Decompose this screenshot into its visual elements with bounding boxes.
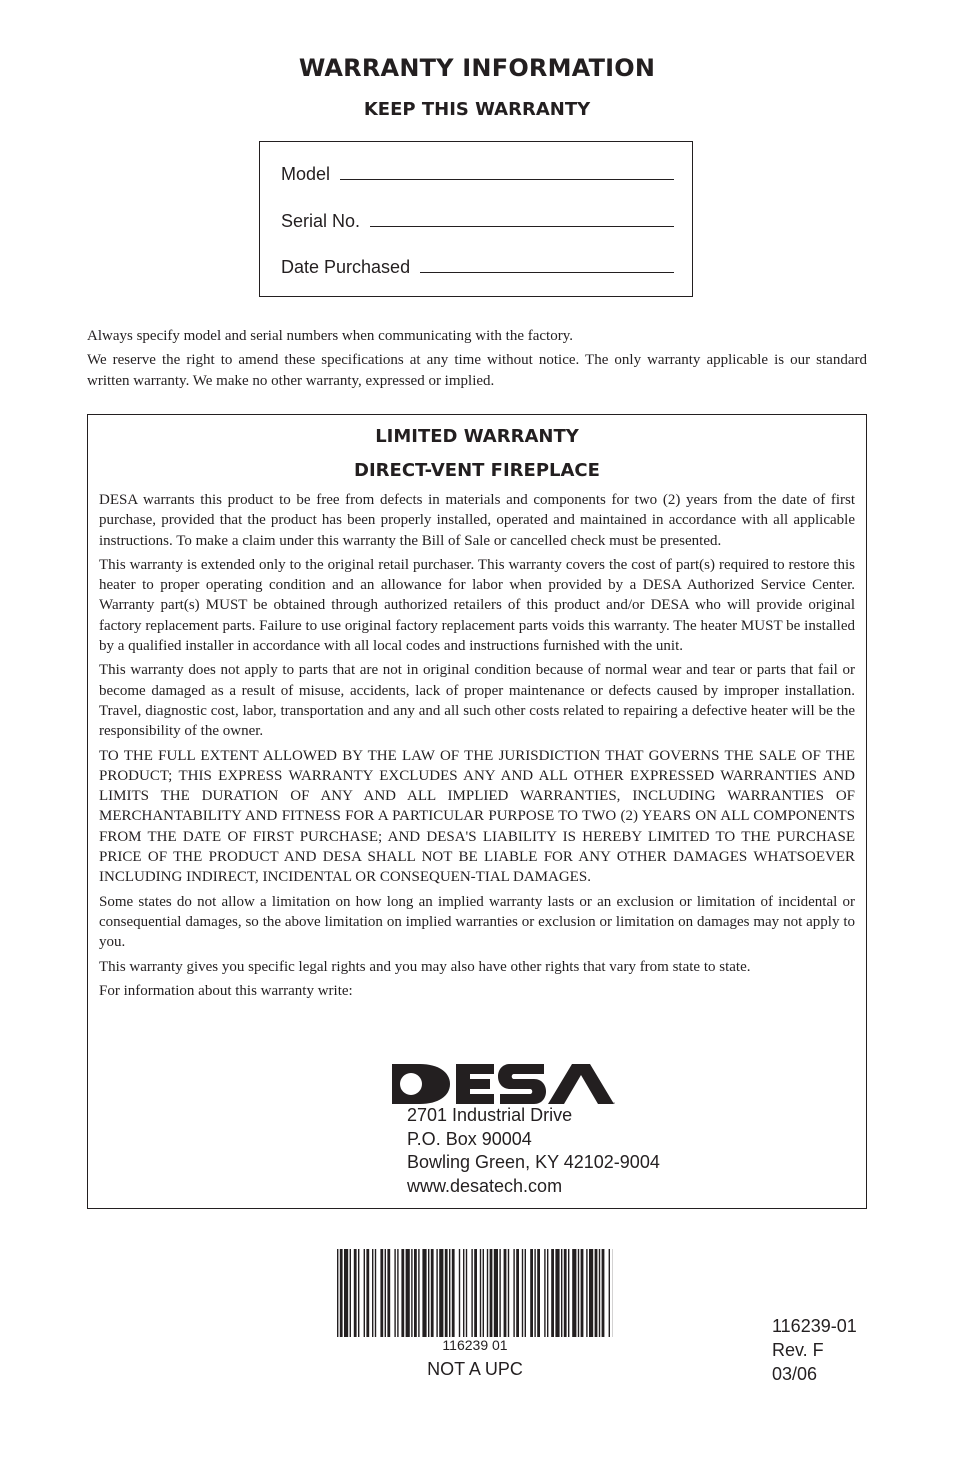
barcode-number: 116239 01 [442, 1337, 508, 1353]
document-info [772, 1314, 857, 1386]
barcode-bar [494, 1249, 498, 1337]
warranty-paragraph: TO THE FULL EXTENT ALLOWED BY THE LAW OF THE JURISDICTION THAT GOVERNS THE SALE OF THE PRODUCT; THIS EXPRESS WARRANTY EXCLUDES ANY AND ALL OTHER EXPRESSED WARRANTIES AND LIMITS THE DURATION OF ANY AND ALL IMPLIED WARRANTIES, INCLUDING WARRANTIES OF MERCHANTABILITY AND FITNESS FOR A PARTICULAR PURPOSE TO TWO (2) YEARS ON ALL COMPONENTS FROM THE DATE OF FIRST PURCHASE; AND DESA'S LIABILITY IS HEREBY LIMITED TO THE PURCHASE PRICE OF THE PRODUCT AND DESA SHALL NOT BE LIABLE FOR ANY OTHER DAMAGES WHATSOEVER INCLUDING INDIRECT, INCIDENTAL OR CONSEQUEN-TIAL DAMAGES. [99, 747, 855, 886]
barcode-bar [564, 1249, 567, 1337]
barcode-bar [480, 1249, 481, 1337]
barcode-bar [609, 1249, 610, 1337]
barcode-bar [471, 1249, 472, 1337]
barcode-bar [490, 1249, 493, 1337]
barcode-bar [401, 1249, 404, 1337]
desa-address [407, 1104, 660, 1198]
barcode-bar [595, 1249, 598, 1337]
barcode-bar [568, 1249, 569, 1337]
barcode-bar [555, 1249, 559, 1337]
barcode-bar [483, 1249, 484, 1337]
page-title: WARRANTY INFORMATION [298, 54, 656, 82]
date-row [281, 257, 674, 278]
barcode-bar [487, 1249, 488, 1337]
barcode-bar [513, 1249, 514, 1337]
barcode-bar [449, 1249, 450, 1337]
revision-date: 03/06 [772, 1364, 818, 1384]
barcode-bar [499, 1249, 500, 1337]
serial-row [281, 211, 674, 232]
address-street: 2701 Industrial Drive [407, 1105, 573, 1125]
barcode-bar [344, 1249, 348, 1337]
barcode-bar [394, 1249, 395, 1337]
barcode-bar [602, 1249, 605, 1337]
barcode-bar [354, 1249, 357, 1337]
barcode-bar [366, 1249, 369, 1337]
limited-warranty-box [87, 414, 867, 1209]
barcode-bar [474, 1249, 477, 1337]
not-a-upc-label: NOT A UPC [427, 1359, 523, 1379]
serial-blank-line [370, 225, 674, 227]
serial-label: Serial No. [281, 211, 361, 231]
page-subtitle: KEEP THIS WARRANTY [363, 99, 591, 120]
address-website: www.desatech.com [407, 1175, 563, 1196]
barcode-bar [445, 1249, 448, 1337]
warranty-paragraph: This warranty is extended only to the original retail purchaser. This warranty covers the cost of part(s) required to restore this heater to proper operating condition and an allowance for labor when provided by a DESA Authorized Service Center. Warranty part(s) MUST be obtained through authorized retailers of this product and/or DESA who will provide original factory replacement parts. Failure to use original factory replacement parts voids this warranty. The heater MUST be installed by a qualified installer in accordance with all local codes and instructions furnished with the unit. [99, 556, 855, 655]
barcode-bar [547, 1249, 548, 1337]
barcode-bar [385, 1249, 386, 1337]
warranty-product: DIRECT-VENT FIREPLACE [354, 460, 600, 481]
model-blank-line [340, 178, 674, 180]
barcode-bar [581, 1249, 584, 1337]
part-number: 116239-01 [772, 1316, 857, 1336]
barcode-bar [537, 1249, 540, 1337]
barcode-bar [534, 1249, 535, 1337]
barcode-bar [414, 1249, 417, 1337]
barcode-bar [411, 1249, 412, 1337]
barcode-bar [599, 1249, 600, 1337]
barcode-bar [387, 1249, 390, 1337]
warranty-paragraph: This warranty gives you specific legal rights and you may also have other rights that vary from state to state. [99, 958, 751, 975]
barcode-bar [375, 1249, 376, 1337]
warranty-paragraph: Some states do not allow a limitation on how long an implied warranty lasts or an exclusion or limitation of incidental or consequential damages, so the above limitation on implied warranties or exclusion or limitation on damages may not apply to you. [99, 893, 855, 951]
address-po-box: P.O. Box 90004 [407, 1128, 532, 1149]
model-row [281, 164, 674, 185]
barcode-bar [544, 1249, 545, 1337]
barcode-bar [508, 1249, 509, 1337]
barcode-bar [463, 1249, 464, 1337]
trademark-symbol: ™ [611, 1102, 616, 1108]
barcode-bar [406, 1249, 410, 1337]
model-label: Model [281, 164, 331, 184]
barcode-bar [397, 1249, 398, 1337]
barcode-bar [561, 1249, 562, 1337]
barcode-bar [551, 1249, 554, 1337]
barcode-bar [431, 1249, 434, 1337]
barcode-bar [358, 1249, 359, 1337]
barcode-bar [459, 1249, 460, 1337]
warranty-body [99, 490, 855, 1005]
barcode-bar [504, 1249, 507, 1337]
amend-note: We reserve the right to amend these specifications at any time without notice. The only warranty applicable is our standard written warranty. We make no other warranty, expressed or implied. [87, 352, 867, 389]
barcode-bar [466, 1249, 467, 1337]
specify-note: Always specify model and serial numbers when communicating with the factory. [87, 328, 573, 344]
barcode-bar [439, 1249, 443, 1337]
barcode-bar [436, 1249, 437, 1337]
barcode-bar [380, 1249, 383, 1337]
barcode-bar [452, 1249, 455, 1337]
barcode-bar [372, 1249, 373, 1337]
barcode-bar [340, 1249, 343, 1337]
barcode-bar [586, 1249, 587, 1337]
barcode-bar [516, 1249, 519, 1337]
date-purchased-label: Date Purchased [281, 257, 411, 277]
warranty-paragraph: DESA warrants this product to be free from defects in materials and components for two (2) years from the date of first purchase, provided that the product has been properly installed, operated and maintained in accordance with all applicable instructions. To make a claim under this warranty the Bill of Sale or cancelled check must be presented. [99, 492, 855, 549]
barcode-bar [589, 1249, 593, 1337]
desa-logo [390, 1060, 620, 1108]
barcode-bar [572, 1249, 576, 1337]
warranty-contact-intro: For information about this warranty write: [99, 982, 353, 999]
barcode-bar [522, 1249, 523, 1337]
revision: Rev. F [772, 1340, 824, 1360]
barcode-bar [525, 1249, 526, 1337]
warranty-title: LIMITED WARRANTY [375, 426, 579, 447]
barcode-bar [350, 1249, 351, 1337]
warranty-paragraph: This warranty does not apply to parts that are not in original condition because of normal wear and tear or parts that fail or become damaged as a result of misuse, accidents, lack of proper maintenance or defects caused by improper installation. Travel, diagnostic cost, labor, transportation and any and all such other costs related to repairing a defective heater will be the responsibility of the owner. [99, 662, 855, 740]
address-city: Bowling Green, KY 42102-9004 [407, 1152, 660, 1172]
barcode-bar [578, 1249, 579, 1337]
barcode-image [337, 1249, 613, 1337]
barcode-bar [337, 1249, 338, 1337]
barcode-bar [530, 1249, 533, 1337]
date-blank-line [420, 271, 674, 273]
barcode-bar [418, 1249, 419, 1337]
registration-box [259, 141, 693, 297]
barcode-bar [364, 1249, 365, 1337]
barcode-bar [428, 1249, 429, 1337]
barcode-bar [422, 1249, 426, 1337]
